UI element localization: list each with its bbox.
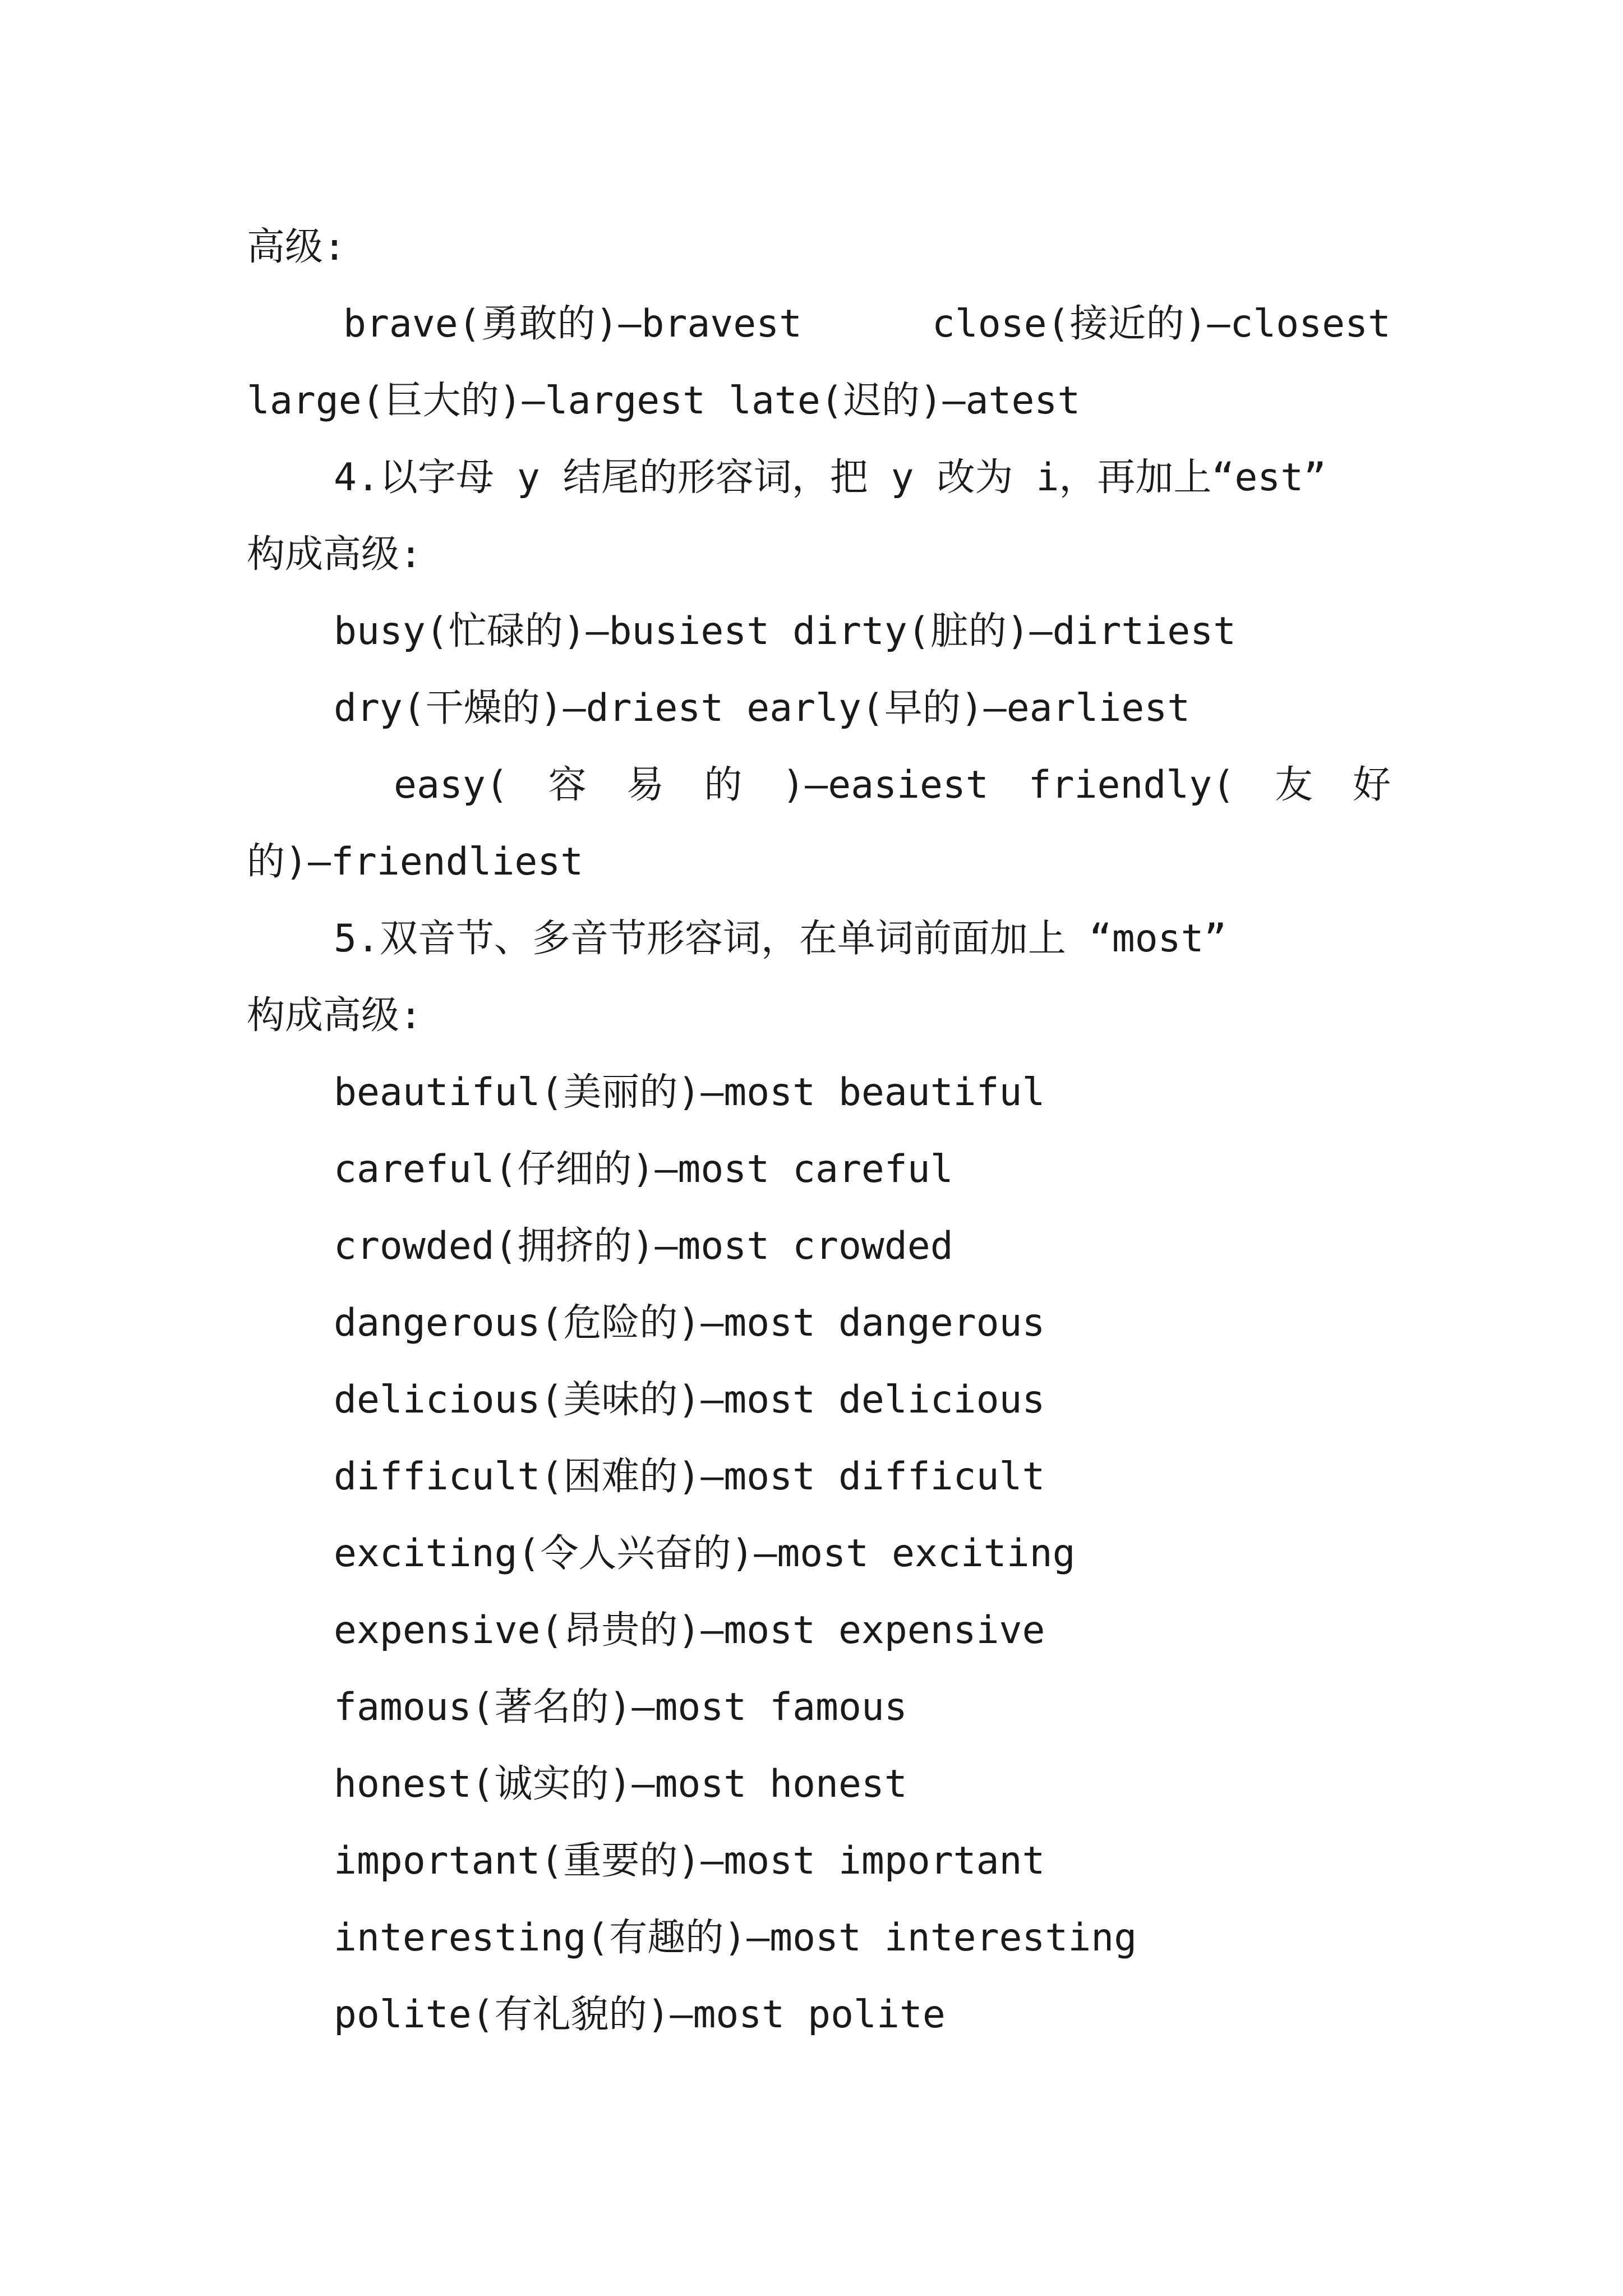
document-body <box>247 209 1391 2053</box>
text-segment: )—easiest <box>782 763 989 807</box>
text-line: crowded(拥挤的)—most crowded <box>334 1224 953 1268</box>
text-line: interesting(有趣的)—most interesting <box>334 1916 1137 1960</box>
text-segment: 易 <box>626 763 665 807</box>
text-line: expensive(昂贵的)—most expensive <box>334 1608 1045 1653</box>
text-line <box>247 286 1391 362</box>
text-line: exciting(令人兴奋的)—most exciting <box>334 1531 1076 1576</box>
text-segment: 友 <box>1275 763 1313 807</box>
text-line: careful(仔细的)—most careful <box>334 1147 953 1191</box>
text-segment: brave(勇敢的)—bravest <box>343 302 803 346</box>
text-line: dry(干燥的)—driest early(早的)—earliest <box>334 686 1191 730</box>
text-line: 构成高级: <box>247 532 422 577</box>
text-segment: 好 <box>1352 763 1391 807</box>
text-segment: 容 <box>548 763 587 807</box>
text-line: 的)—friendliest <box>247 840 584 884</box>
text-line: 高级: <box>247 225 346 269</box>
text-line: busy(忙碌的)—busiest dirty(脏的)—dirtiest <box>334 609 1237 654</box>
text-line: 5.双音节、多音节形容词，在单词前面加上 “most” <box>334 917 1227 961</box>
text-line: polite(有礼貌的)—most polite <box>334 1993 946 2037</box>
text-line: 4.以字母 y 结尾的形容词，把 y 改为 i，再加上“est” <box>334 455 1327 500</box>
text-line <box>247 747 1391 823</box>
text-line: honest(诚实的)—most honest <box>334 1762 907 1806</box>
text-line: large(巨大的)—largest late(迟的)—atest <box>247 379 1081 423</box>
text-segment: easy( <box>394 763 509 807</box>
text-line: famous(著名的)—most famous <box>334 1685 907 1729</box>
text-segment: friendly( <box>1028 763 1235 807</box>
text-line: 构成高级: <box>247 993 422 1038</box>
text-segment: 的 <box>704 763 743 807</box>
text-line: important(重要的)—most important <box>334 1839 1045 1883</box>
text-line: delicious(美味的)—most delicious <box>334 1378 1045 1422</box>
text-line: dangerous(危险的)—most dangerous <box>334 1301 1045 1345</box>
text-line: difficult(困难的)—most difficult <box>334 1455 1045 1499</box>
text-line: beautiful(美丽的)—most beautiful <box>334 1070 1045 1115</box>
text-segment: close(接近的)—closest <box>932 302 1391 346</box>
